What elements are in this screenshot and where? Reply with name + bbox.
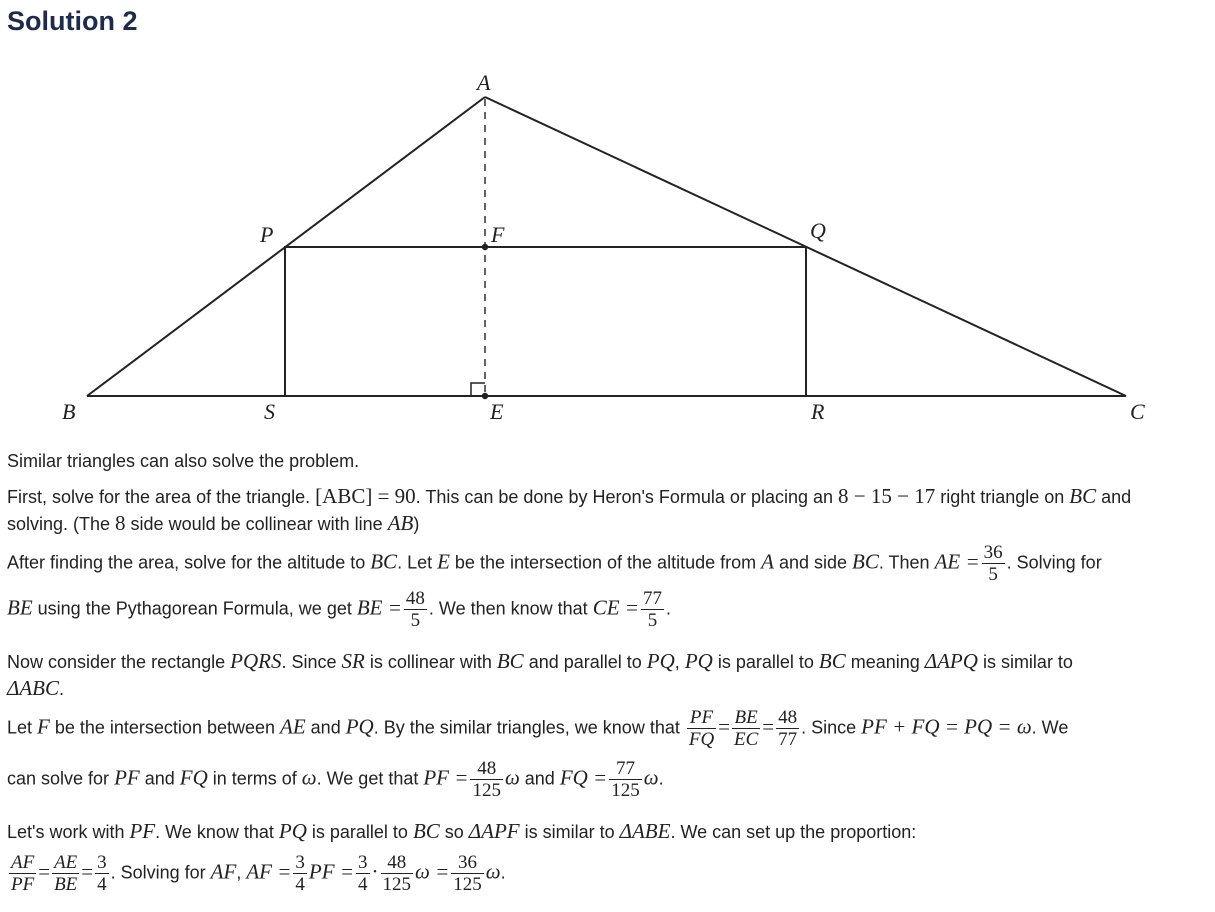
math: BE = <box>356 595 402 620</box>
denominator: 5 <box>647 610 658 631</box>
numerator: 48 <box>470 758 503 780</box>
denominator: 125 <box>382 874 411 895</box>
denominator: 5 <box>410 610 421 631</box>
denominator: FQ <box>688 729 715 750</box>
numerator: BE <box>732 707 760 729</box>
text: is similar to <box>519 822 620 842</box>
fraction <box>381 852 414 895</box>
text: . <box>665 598 671 619</box>
math: ω <box>485 859 501 884</box>
text: , <box>674 652 685 672</box>
label-f: F <box>491 222 505 247</box>
denominator: 4 <box>358 874 368 895</box>
label-b: B <box>62 399 76 424</box>
math: ω <box>643 765 659 790</box>
denominator: 125 <box>453 874 482 895</box>
fraction <box>641 588 664 631</box>
numerator: AF <box>11 852 35 873</box>
text: Similar triangles can also solve the problem. <box>7 451 360 471</box>
math: 8 − 15 − 17 <box>838 484 936 508</box>
math: PQ <box>684 649 713 673</box>
text: . Let <box>397 552 438 573</box>
math: ΔAPQ <box>924 649 978 673</box>
text: in terms of <box>207 768 302 789</box>
numerator: 36 <box>451 852 484 874</box>
math: BC <box>818 649 846 673</box>
text: First, solve for the area of the triangle. <box>7 487 316 507</box>
text: . We then know that <box>428 598 593 619</box>
math: PF <box>114 765 140 790</box>
text: Now consider the rectangle <box>7 652 231 672</box>
text: be the intersection between <box>49 717 281 738</box>
numerator: 3 <box>295 852 305 873</box>
denominator: 4 <box>97 874 107 895</box>
math: AE = <box>934 549 980 574</box>
math: = <box>718 714 731 739</box>
math: = <box>81 859 94 884</box>
text: . We can set up the proportion: <box>670 822 917 842</box>
math: FQ <box>179 765 208 790</box>
text: and <box>305 717 346 738</box>
point-e <box>482 393 488 399</box>
text: . Solving for <box>1006 552 1102 573</box>
label-r: R <box>811 399 825 424</box>
math: PF <box>129 819 156 843</box>
math: PQ <box>278 819 307 843</box>
text: is parallel to <box>712 652 819 672</box>
math: ΔABE <box>619 819 671 843</box>
math: ω <box>504 765 520 790</box>
text: . Since <box>281 652 342 672</box>
text: . <box>500 862 506 883</box>
text: and <box>519 768 560 789</box>
text: right triangle on <box>935 487 1070 507</box>
math: 8 <box>115 511 126 535</box>
math: · <box>371 859 379 884</box>
text: , <box>236 862 247 883</box>
text: . We know that <box>155 822 279 842</box>
fraction <box>451 852 484 895</box>
math: AE <box>280 714 306 739</box>
text: . By the similar triangles, we know that <box>373 717 685 738</box>
math: ΔABC <box>7 676 59 700</box>
text: and <box>139 768 180 789</box>
math: BC <box>370 549 398 574</box>
math: PF + FQ = PQ = ω <box>861 714 1032 739</box>
fraction <box>293 852 307 895</box>
math: PF = <box>423 765 469 790</box>
text: . This can be done by Heron's Formula or placing an <box>415 487 839 507</box>
text: . We <box>1031 717 1069 738</box>
text: is similar to <box>977 652 1073 672</box>
text: . Then <box>878 552 935 573</box>
text: . <box>59 679 65 699</box>
math: E <box>437 549 450 574</box>
label-a: A <box>477 70 491 95</box>
paragraph-altitude <box>7 542 1102 585</box>
denominator: EC <box>734 729 759 750</box>
paragraph-proportion <box>7 852 506 895</box>
numerator: 48 <box>778 707 798 728</box>
text: . Solving for <box>110 862 211 883</box>
label-s: S <box>264 399 275 424</box>
denominator: 5 <box>988 564 998 585</box>
math: PQ <box>646 649 675 673</box>
denominator: 77 <box>778 729 798 750</box>
label-p: P <box>260 222 274 247</box>
text: After finding the area, solve for the altitude to <box>7 552 371 573</box>
numerator: PF <box>687 707 716 729</box>
math: PQ <box>345 714 374 739</box>
fraction <box>95 852 109 895</box>
paragraph-apf <box>7 818 916 845</box>
numerator: 3 <box>97 852 107 873</box>
fraction <box>609 758 642 801</box>
math: SR <box>341 649 365 673</box>
text: ) <box>413 514 420 534</box>
math: ω <box>301 765 317 790</box>
math: AF = <box>246 859 292 884</box>
numerator: 48 <box>381 852 414 874</box>
math: [ABC] = 90 <box>315 484 416 508</box>
text: side would be collinear with line <box>125 514 388 534</box>
math: BC <box>412 819 440 843</box>
paragraph-be-ce <box>7 588 671 631</box>
denominator: 125 <box>472 780 501 801</box>
text: using the Pythagorean Formula, we get <box>32 598 357 619</box>
label-q: Q <box>810 218 826 243</box>
rectangle-pqrs <box>285 247 806 396</box>
text: meaning <box>845 652 925 672</box>
math: ω = <box>415 859 450 884</box>
denominator: PF <box>11 874 35 895</box>
paragraph-rectangle <box>7 648 1073 702</box>
math: PQRS <box>230 649 282 673</box>
numerator: 77 <box>609 758 642 780</box>
numerator: 36 <box>983 542 1003 563</box>
text: Let's work with <box>7 822 130 842</box>
text: Let <box>7 717 38 738</box>
numerator: 48 <box>405 588 425 609</box>
fraction <box>9 852 36 895</box>
math: BC <box>496 649 524 673</box>
math: BE <box>7 595 33 620</box>
numerator: 3 <box>358 852 368 873</box>
math: AB <box>387 511 414 535</box>
text: is collinear with <box>364 652 497 672</box>
solution-heading: Solution 2 <box>7 6 138 36</box>
text: and <box>1096 487 1132 507</box>
fraction <box>776 707 799 750</box>
point-f <box>482 244 488 250</box>
text: . <box>658 768 664 789</box>
text: and parallel to <box>523 652 647 672</box>
math: = <box>38 859 51 884</box>
denominator: BE <box>54 874 78 895</box>
math: ΔAPF <box>468 819 520 843</box>
fraction <box>982 542 1005 585</box>
text: can solve for <box>7 768 115 789</box>
math: A <box>761 549 774 574</box>
label-c: C <box>1130 399 1145 424</box>
denominator: 125 <box>611 780 640 801</box>
label-e: E <box>490 399 504 424</box>
paragraph-similar <box>7 707 1068 750</box>
fraction <box>687 707 716 750</box>
math: F <box>37 714 50 739</box>
math: CE = <box>592 595 639 620</box>
math: BC <box>1069 484 1097 508</box>
fraction <box>356 852 370 895</box>
math: PF = <box>308 859 354 884</box>
paragraph-omega <box>7 758 664 801</box>
denominator: 4 <box>295 874 305 895</box>
text: and side <box>773 552 852 573</box>
text: so <box>439 822 469 842</box>
text: solving. (The <box>7 514 116 534</box>
math: = <box>762 714 775 739</box>
text: is parallel to <box>306 822 413 842</box>
triangle-figure <box>0 0 1215 440</box>
paragraph-area <box>7 483 1131 537</box>
paragraph-intro <box>7 448 359 474</box>
numerator: 77 <box>642 588 662 609</box>
text: . Since <box>801 717 862 738</box>
numerator: AE <box>54 852 78 873</box>
math: FQ = <box>559 765 608 790</box>
fraction <box>404 588 427 631</box>
math: BC <box>852 549 879 574</box>
math: AF <box>210 859 237 884</box>
text: . We get that <box>316 768 424 789</box>
fraction <box>52 852 79 895</box>
fraction <box>470 758 503 801</box>
text: be the intersection of the altitude from <box>449 552 762 573</box>
fraction <box>732 707 760 750</box>
